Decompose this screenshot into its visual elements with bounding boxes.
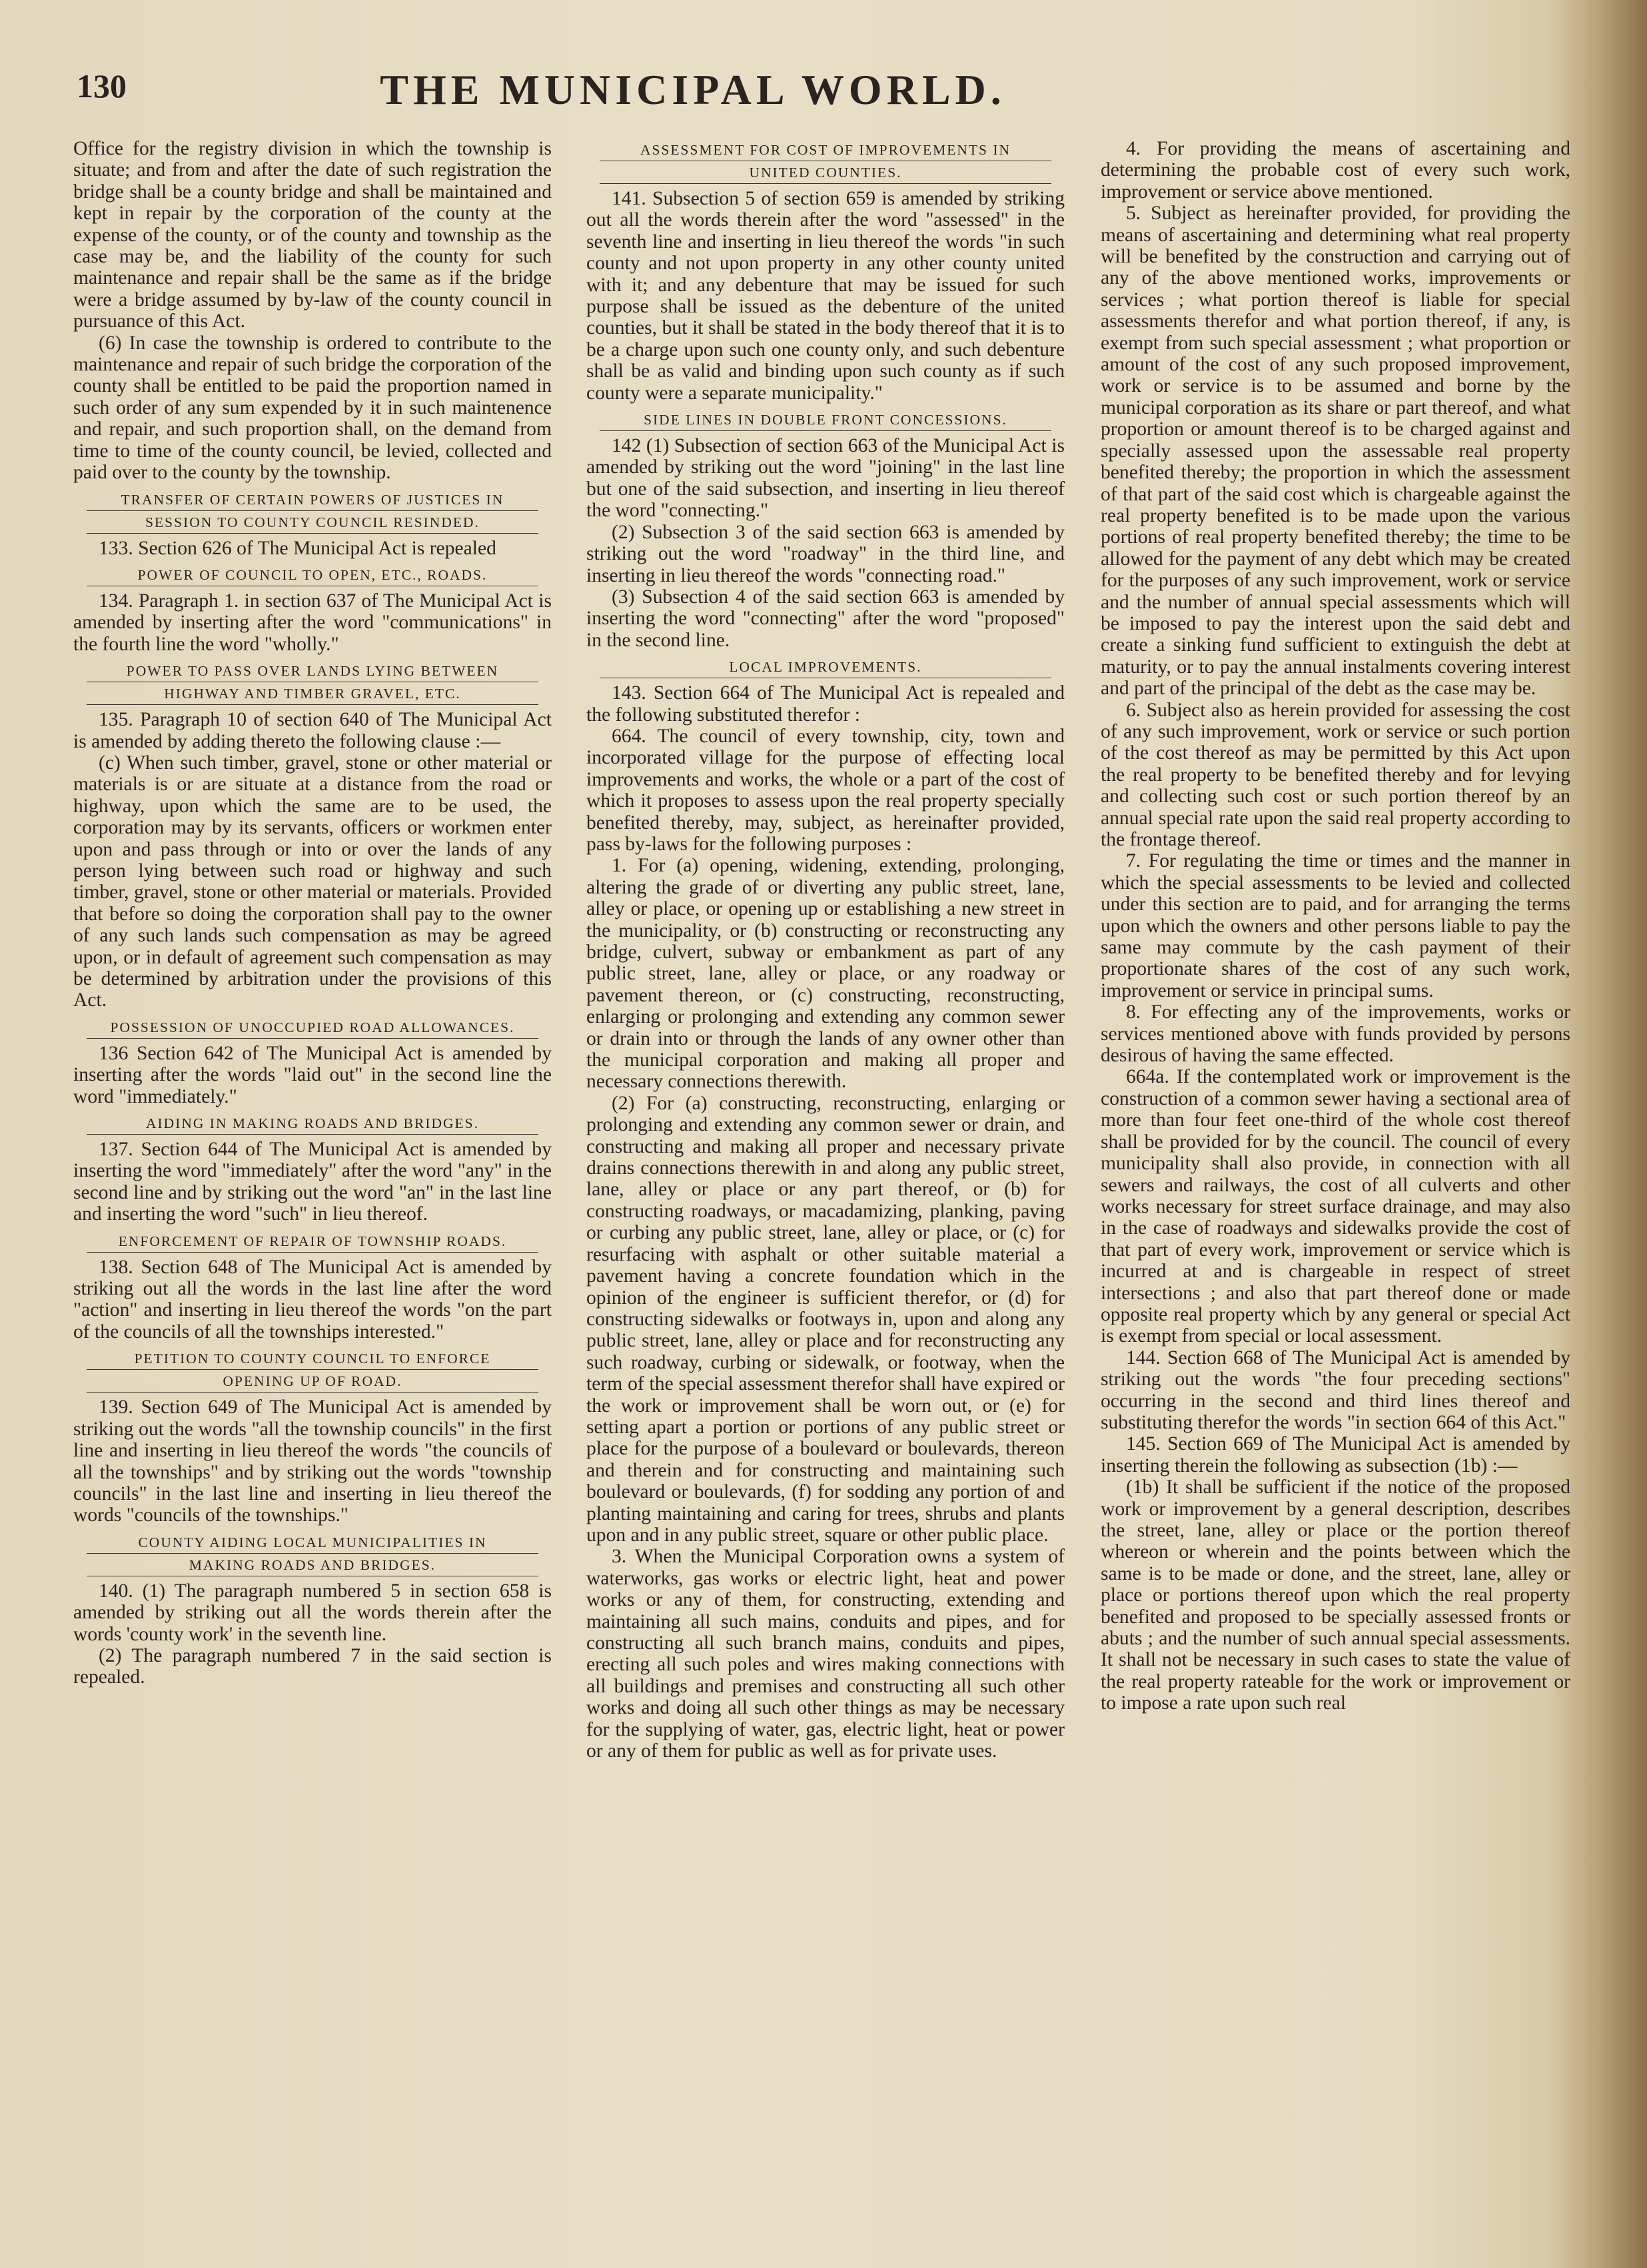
paragraph-6: (6) In case the township is ordered to contribute to the maintenance and repair of such bridge the corporation of the county shall be entitled to be paid the proportion named in such order of any sum expended by it in such maintenence and repair, and such proportion shall, on the demand from time to time of the county council, be levied, collected and paid over to the county by the township.: [73, 332, 552, 484]
section-142: 142 (1) Subsection of section 663 of the Municipal Act is amended by striking out the word "joining" in the last line but one of the said subsection, and inserting in lieu thereof the word "connecting.": [586, 435, 1065, 522]
section-139: 139. Section 649 of The Municipal Act is amended by striking out the words "all the township councils" in the first line and inserting in lieu thereof the words "the councils of all the townships" and by striking out the words "township councils" in the last line and inserting in lieu thereof the words "councils of the townships.": [73, 1397, 552, 1526]
section-145: 145. Section 669 of The Municipal Act is amended by inserting therein the following as subsection (1b) :—: [1101, 1433, 1570, 1476]
purpose-7: 7. For regulating the time or times and the manner in which the special assessments to be levied and collected under this section are to paid, and for arranging the terms upon which the owners and other persons liable to pay the same may commute by the cash payment of their proportionate shares of the cost of any such work, improvement or service in principal sums.: [1101, 850, 1570, 1001]
purpose-4: 4. For providing the means of ascertaining and determining the probable cost of every such work, improvement or service above mentioned.: [1101, 138, 1570, 203]
section-heading: POWER OF COUNCIL TO OPEN, ETC., ROADS.: [73, 566, 552, 586]
purpose-3: 3. When the Municipal Corporation owns a system of waterworks, gas works or electric light, heat and power works or any of them, for constructing, extending and maintaining all such mains, conduits and pipes, and for constructing all such branch mains, conduits and pipes, erecting all such poles and wires making connections with all buildings and premises and constructing all such other works and doing all such other things as may be necessary for the supplying of water, gas, electric light, heat or power or any of them for public as well as for private uses.: [586, 1546, 1065, 1762]
section-133: 133. Section 626 of The Municipal Act is repealed: [99, 537, 496, 559]
section-heading: TRANSFER OF CERTAIN POWERS OF JUSTICES IN SESSION TO COUNTY COUNCIL RESINDED.: [73, 490, 552, 534]
section-142-2: (2) Subsection 3 of the said section 663 is amended by striking out the word "roadway" in the third line, and inserting in lieu thereof the words "connecting road.": [586, 521, 1065, 586]
section-136: 136 Section 642 of The Municipal Act is amended by inserting after the words "laid out" in the second line the word "immediately.": [73, 1042, 552, 1107]
section-134: 134. Paragraph 1. in section 637 of The Municipal Act is amended by inserting after the word "communications" in the fourth line the word "wholly.": [73, 590, 552, 655]
section-142-3: (3) Subsection 4 of the said section 663 is amended by inserting the word "connecting" after the word "proposed" in the second line.: [586, 586, 1065, 651]
section-heading: AIDING IN MAKING ROADS AND BRIDGES.: [73, 1114, 552, 1135]
section-heading: ENFORCEMENT OF REPAIR OF TOWNSHIP ROADS.: [73, 1232, 552, 1253]
section-heading: POSSESSION OF UNOCCUPIED ROAD ALLOWANCES.: [73, 1018, 552, 1039]
paragraph-intro: Office for the registry division in which the township is situate; and from and after the date of such registration the bridge shall be a county bridge and shall be maintained and kept in repair by the corporation of the county at the expense of the county, or of the county and township as the case may be, and the liability of the county for such maintenance and repair shall be the same as if the bridge were a bridge assumed by by-law of the county council in pursuance of this Act.: [73, 138, 552, 332]
section-664: 664. The council of every township, city, town and incorporated village for the purpose of effecting local improvements and works, the whole or a part of the cost of which it proposes to assess upon the real property specially benefited thereby, may, subject, as hereinafter provided, pass by-laws for the following purposes :: [586, 725, 1065, 855]
section-heading: LOCAL IMPROVEMENTS.: [586, 658, 1065, 678]
section-135-clause-c: (c) When such timber, gravel, stone or other material or materials is or are situate at a distance from the road or highway, upon which the same are to be used, the corporation may by its servants, officers or workmen enter upon and pass through or into or over the lands of any person lying between such road or highway and such timber, gravel, stone or other material or materials. Provided that before so doing the corporation shall pay to the owner of any such lands such compensation as may be agreed upon, or in default of agreement such compensation as may be determined by arbitration under the provisions of this Act.: [73, 752, 552, 1011]
section-heading: ASSESSMENT FOR COST OF IMPROVEMENTS IN UNITED COUNTIES.: [586, 141, 1065, 184]
purpose-6: 6. Subject also as herein provided for assessing the cost of any such improvement, work or service or such portion of the cost thereof as may be permitted by this Act upon the real property to be benefited thereby and for levying and collecting such cost or such portion thereof by an annual special rate upon the said real property according to the frontage thereof.: [1101, 699, 1570, 850]
section-140: 140. (1) The paragraph numbered 5 in section 658 is amended by striking out all the words therein after the words 'county work' in the seventh line.: [73, 1580, 552, 1645]
section-135: 135. Paragraph 10 of section 640 of The Municipal Act is amended by adding thereto the following clause :—: [73, 709, 552, 752]
section-141: 141. Subsection 5 of section 659 is amended by striking out all the words therein after the word "assessed" in the seventh line and inserting in lieu thereof the words "in such county and not upon property in any other county united with it; and any debenture that may be issued for such purpose shall be issued as the debenture of the united counties, but it shall be stated in the body thereof that it is to be a charge upon such one county only, and such debenture shall be as valid and binding upon such county as if such county were a separate municipality.": [586, 188, 1065, 404]
section-143: 143. Section 664 of The Municipal Act is repealed and the following substituted therefor :: [586, 682, 1065, 726]
section-140-2: (2) The paragraph numbered 7 in the said section is repealed.: [73, 1644, 552, 1688]
column-right: [1101, 138, 1570, 1714]
section-heading: SIDE LINES IN DOUBLE FRONT CONCESSIONS.: [586, 410, 1065, 431]
section-heading: PETITION TO COUNTY COUNCIL TO ENFORCE OPENING UP OF ROAD.: [73, 1349, 552, 1393]
section-heading: COUNTY AIDING LOCAL MUNICIPALITIES IN MAKING ROADS AND BRIDGES.: [73, 1533, 552, 1576]
subsection-1b: (1b) It shall be sufficient if the notice of the proposed work or improvement by a general description, describes the street, lane, alley or place or the portion thereof whereon or wherein and the points between which the same is to be made or done, and the street, lane, alley or place or portions thereof upon which the real property benefited and proposed to be specially assessed fronts or abuts ; and the number of such annual special assessments. It shall not be necessary in such cases to state the value of the real property rateable for the work or improvement or to impose a rate upon such real: [1101, 1476, 1570, 1714]
section-664a: 664a. If the contemplated work or improvement is the construction of a common sewer having a sectional area of more than four feet one-third of the whole cost thereof shall be provided for by the council. The council of every municipality shall also provide, in connection with all sewers and railways, the cost of all culverts and other works necessary for street surface drainage, and may also in the case of roadways and sidewalks provide the cost of that part of every work, improvement or service which is incurred at and is chargeable in respect of street intersections ; and also that part thereof done or made opposite real property which by any general or special Act is exempt from special or local assessment.: [1101, 1066, 1570, 1347]
page-number: 130: [77, 67, 127, 105]
purpose-2: (2) For (a) constructing, reconstructing, enlarging or prolonging and extending any common sewer or drain, and constructing and making all proper and necessary private drains connections therewith in and along any public street, lane, alley or place or any part thereof, or (b) for constructing roadways, or macadamizing, planking, paving or curbing any public street, lane, alley or place, or (c) for resurfacing with asphalt or other suitable material a pavement having a concrete foundation which in the opinion of the engineer is sufficient therefor, or (d) for constructing sidewalks or footways in, upon and along any public street, lane, alley or place and for reconstructing any such roadway, curbing or sidewalk, or footway, when the term of the special assessment therefor shall have expired or the work or improvement shall be worn out, or (e) for setting apart a portion or portions of any public street or place for the purpose of a boulevard or boulevards, thereon and therein and for constructing and maintaining such boulevard or boulevards, (f) for sodding any portion of and planting maintaining and caring for trees, shrubs and plants upon and in any public street, square or other public place.: [586, 1092, 1065, 1546]
page-header: [70, 67, 1536, 127]
section-138: 138. Section 648 of The Municipal Act is amended by striking out all the words in the last line after the word "action" and inserting in lieu thereof the words "on the part of the councils of all the townships interested.": [73, 1256, 552, 1343]
journal-title: THE MUNICIPAL WORLD.: [380, 66, 1006, 113]
section-heading: POWER TO PASS OVER LANDS LYING BETWEEN HIGHWAY AND TIMBER GRAVEL, ETC.: [73, 662, 552, 705]
purpose-1: 1. For (a) opening, widening, extending, prolonging, altering the grade of or diverting any public street, lane, alley or place, or opening up or establishing a new street in the municipality, or (b) constructing or reconstructing any bridge, culvert, subway or embankment as part of any public street, lane, alley or place, or any roadway or pavement thereon, or (c) constructing, reconstructing, enlarging or prolonging and extending any common sewer or drain into or through the lands of any owner other than the municipal corporation and making all proper and necessary connections therewith.: [586, 855, 1065, 1093]
section-144: 144. Section 668 of The Municipal Act is amended by striking out the words "the four preceding sections" occurring in the second and third lines thereof and substituting therefor the words "in section 664 of this Act.": [1101, 1347, 1570, 1433]
column-middle: [586, 138, 1065, 1762]
purpose-8: 8. For effecting any of the improvements, works or services mentioned above with funds provided by persons desirous of having the same effected.: [1101, 1001, 1570, 1067]
section-137: 137. Section 644 of The Municipal Act is amended by inserting the word "immediately" after the word "any" in the second line and by striking out the word "an" in the last line and inserting the word "such" in lieu thereof.: [73, 1139, 552, 1225]
column-left: [73, 138, 552, 1688]
purpose-5: 5. Subject as hereinafter provided, for providing the means of ascertaining and determining what real property will be benefited by the construction and carrying out of any of the above mentioned works, improvements or services ; what portion thereof is liable for special assessments therefor and what portion thereof, if any, is exempt from such special assessment ; what proportion or amount of the cost of any such proposed improvement, work or service is to be assumed and borne by the municipal corporation as its share or part thereof, and what proportion or amount thereof is to be charged against and specially assessed upon the assessable real property benefited thereby; the proportion in which the assessment of that part of the said cost which is chargeable against the real property benefited is to be made upon the various portions of real property benefited thereby; the time to be allowed for the payment of any debt which may be created for the purposes of any such improvement, work or service and the number of annual special assessments which will be imposed to pay the interest upon the said debt and create a sinking fund sufficient to extinguish the debt at maturity, or to pay the annual instalments covering interest and part of the principal of the debt as the case may be.: [1101, 203, 1570, 700]
